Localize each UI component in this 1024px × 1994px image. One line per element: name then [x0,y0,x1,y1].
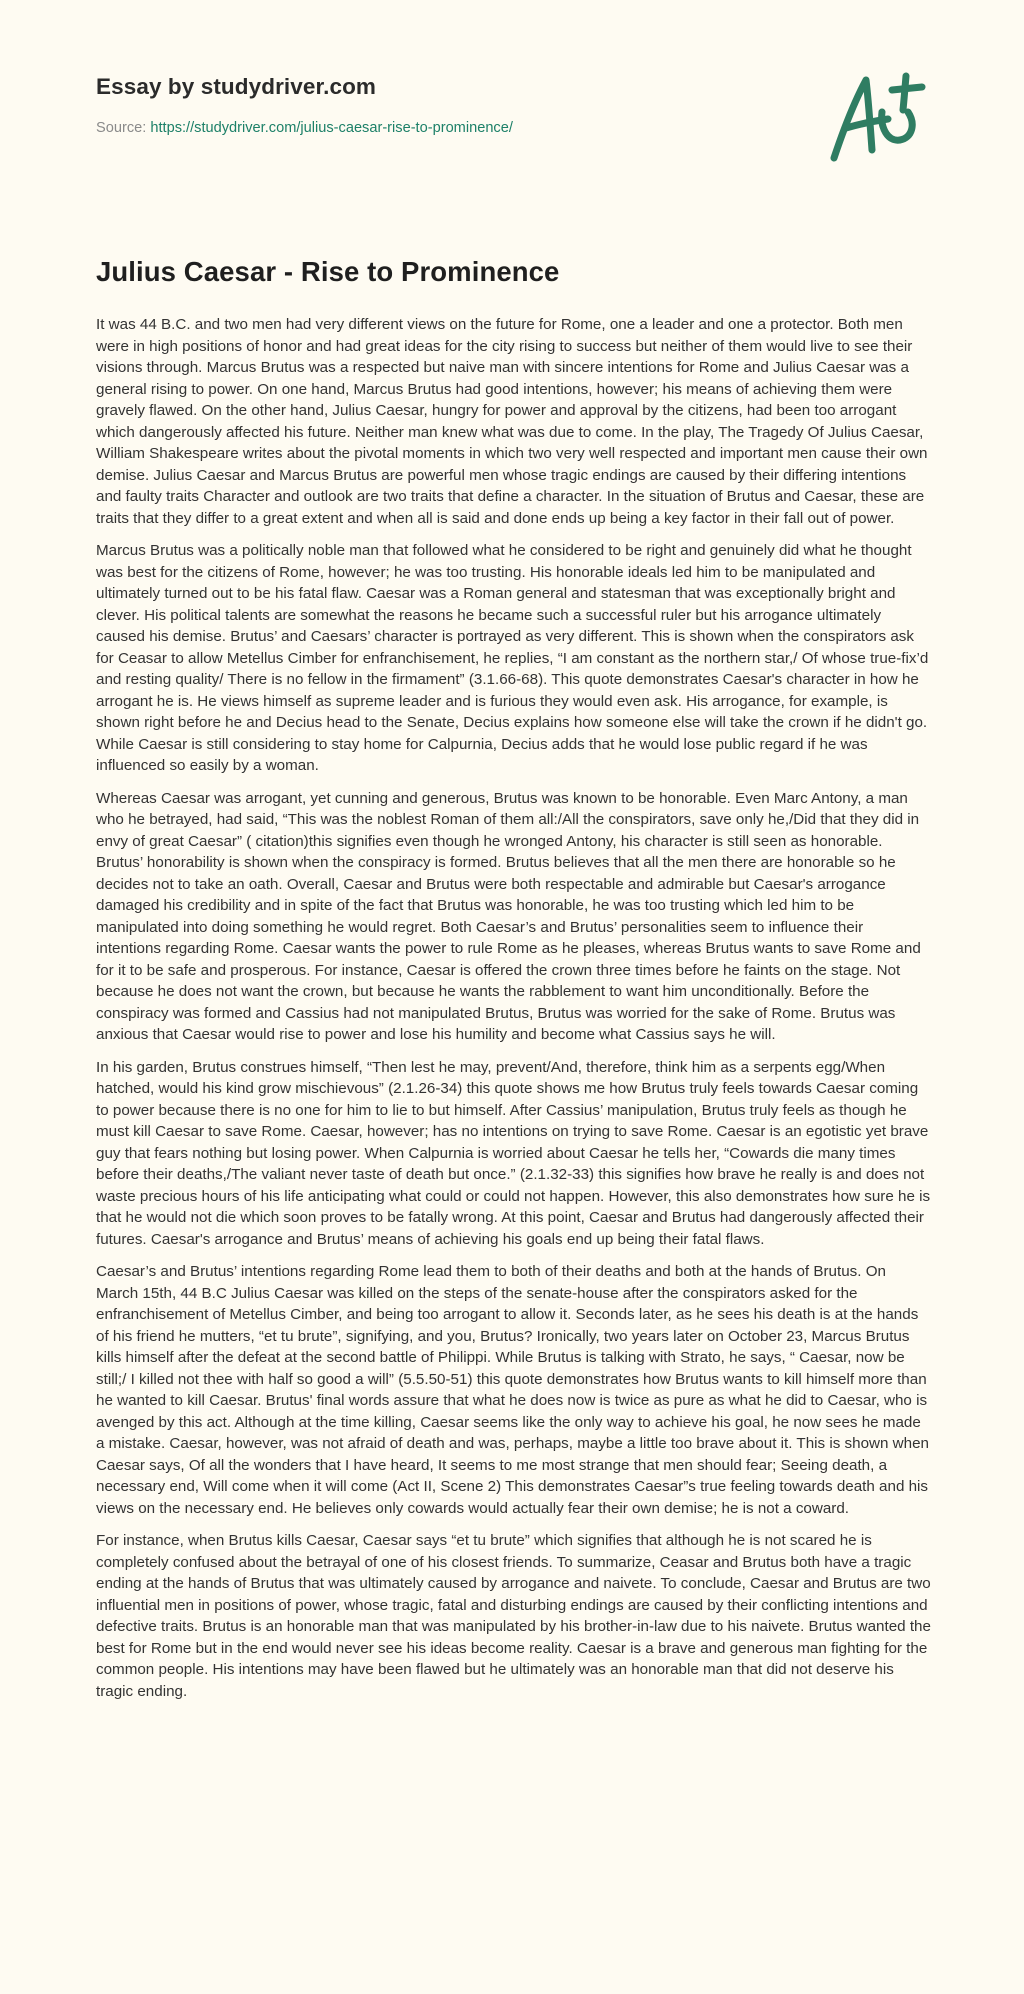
essay-paragraph: For instance, when Brutus kills Caesar, Caesar says “et tu brute” which signifies that although he is not scared he is completely confused about the betrayal of one of his closest friends. To summarize, Ceasar and Brutus both have a tragic ending at the hands of Brutus that was ultimately caused by arrogance and naivete. To conclude, Caesar and Brutus are two influential men in positions of power, whose tragic, fatal and disturbing endings are caused by their conflicting intentions and defective traits. Brutus is an honorable man that was manipulated by his brother-in-law due to his naivete. Brutus wanted the best for Rome but in the end would never see his ideas become reality. Caesar is a brave and generous man fighting for the common people. His intentions may have been flawed but he ultimately was an honorable man that did not deserve his tragic ending. [96,1532,931,1700]
essay-title: Julius Caesar - Rise to Prominence [96,256,560,287]
essay-paragraph: Caesar’s and Brutus’ intentions regarding Rome lead them to both of their deaths and both at the hands of Brutus. On March 15th, 44 B.C Julius Caesar was killed on the steps of the senate-house after the conspirators asked for the enfranchisement of Metellus Cimber, and being too arrogant to allow it. Seconds later, as he sees his death is at the hands of his friend he mutters, “et tu brute”, signifying, and you, Brutus? Ironically, two years later on October 23, Marcus Brutus kills himself after the defeat at the second battle of Philippi. While Brutus is talking with Strato, he says, “ Caesar, now be still;/ I killed not thee with half so good a will” (5.5.50-51) this quote demonstrates how Brutus wants to kill himself more than he wanted to kill Caesar. Brutus' final words assure that what he does now is twice as pure as what he did to Caesar, who is avenged by this act. Although at the time killing, Caesar seems like the only way to achieve his goal, he now sees he made a mistake. Caesar, however, was not afraid of death and was, perhaps, maybe a little too brave about it. This is shown when Caesar says, Of all the wonders that I have heard, It seems to me most strange that men should fear; Seeing death, a necessary end, Will come when it will come (Act II, Scene 2) This demonstrates Caesar”s true feeling towards death and his views on the necessary end. He believes only cowards would actually fear their own demise; he is not a coward. [96,1263,929,1517]
source-line [96,120,796,136]
essay-paragraph: In his garden, Brutus construes himself, “Then lest he may, prevent/And, therefore, think him as a serpents egg/When hatched, would his kind grow mischievous” (2.1.26-34) this quote shows me how Brutus truly feels towards Caesar coming to power because there is no one for him to lie to but himself. After Cassius’ manipulation, Brutus truly feels as though he must kill Caesar to save Rome. Caesar, however; has no intentions on trying to save Rome. Caesar is an egotistic yet brave guy that fears nothing but losing power. When Calpurnia is worried about Caesar he tells her, “Cowards die many times before their deaths,/The valiant never taste of death but once.” (2.1.32-33) this signifies how brave he really is and does not waste precious hours of his life anticipating what could or could not happen. However, this also demonstrates how sure he is that he would not die which soon proves to be fatally wrong. At this point, Caesar and Brutus had dangerously affected their futures. Caesar's arrogance and Brutus’ means of achieving his goals end up being their fatal flaws. [96,1058,931,1248]
page-header [96,74,796,136]
a-plus-logo-icon [822,66,930,170]
essay-paragraph: Whereas Caesar was arrogant, yet cunning and generous, Brutus was known to be honorable. Even Marc Antony, a man who he betrayed, had said, “This was the noblest Roman of them all:/All the conspirators, save only he,/Did that they did in envy of great Caesar” ( citation)this signifies even though he wronged Antony, his character is still seen as honorable. Brutus’ honorability is shown when the conspiracy is formed. Brutus believes that all the men there are honorable so he decides not to take an oath. Overall, Caesar and Brutus were both respectable and admirable but Caesar's arrogance damaged his credibility and in spite of the fact that Brutus was honorable, he was too trusting which led him to be manipulated into doing something he would regret. Both Caesar’s and Brutus’ personalities seem to influence their intentions regarding Rome. Caesar wants the power to rule Rome as he pleases, whereas Brutus wants to save Rome and for it to be safe and prosperous. For instance, Caesar is offered the crown three times before he faints on the stage. Not because he does not want the crown, but because he wants the rabblement to want him unconditionally. Before the conspiracy was formed and Cassius had not manipulated Brutus, Brutus was worried for the sake of Rome. Brutus was anxious that Caesar would rise to power and lose his humility and become what Cassius says he will. [96,789,921,1043]
essay-paragraph: It was 44 B.C. and two men had very different views on the future for Rome, one a leader and one a protector. Both men were in high positions of honor and had great ideas for the city rising to success but neither of them would live to see their visions through. Marcus Brutus was a respected but naive man with sincere intentions for Rome and Julius Caesar was a general rising to power. On one hand, Marcus Brutus had good intentions, however; his means of achieving them were gravely flawed. On the other hand, Julius Caesar, hungry for power and approval by the citizens, had been too arrogant which dangerously affected his future. Neither man knew what was due to come. In the play, The Tragedy Of Julius Caesar, William Shakespeare writes about the pivotal moments in which two very well respected and important men cause their own demise. Julius Caesar and Marcus Brutus are powerful men whose tragic endings are caused by their differing intentions and faulty traits Character and outlook are two traits that define a character. In the situation of Brutus and Caesar, these are traits that they differ to a great extent and when all is said and done ends up being a key factor in their fall out of power. [96,316,928,527]
site-title: Essay by studydriver.com [96,74,377,99]
source-label: Source: [96,120,151,136]
essay-paragraph: Marcus Brutus was a politically noble man that followed what he considered to be right and genuinely did what he thought was best for the citizens of Rome, however; he was too trusting. His honorable ideals led him to be manipulated and ultimately turned out to be his fatal flaw. Caesar was a Roman general and statesman that was exceptionally bright and clever. His political talents are somewhat the reasons he became such a successful ruler but his arrogance ultimately caused his demise. Brutus’ and Caesars’ character is portrayed as very different. This is shown when the conspirators ask for Ceasar to allow Metellus Cimber for enfranchisement, he replies, “I am constant as the northern star,/ Of whose true-fix’d and resting quality/ There is no fellow in the firmament” (3.1.66-68). This quote demonstrates Caesar's character in how he arrogant he is. He views himself as supreme leader and is furious they would even ask. His arrogance, for example, is shown right before he and Decius head to the Senate, Decius explains how someone else will take the crown if he didn't go. While Caesar is still considering to stay home for Calpurnia, Decius adds that he would lose public regard if he was influenced so easily by a woman. [96,542,929,774]
source-link[interactable]: https://studydriver.com/julius-caesar-rise-to-prominence/ [150,120,513,136]
essay-body [96,314,932,1713]
